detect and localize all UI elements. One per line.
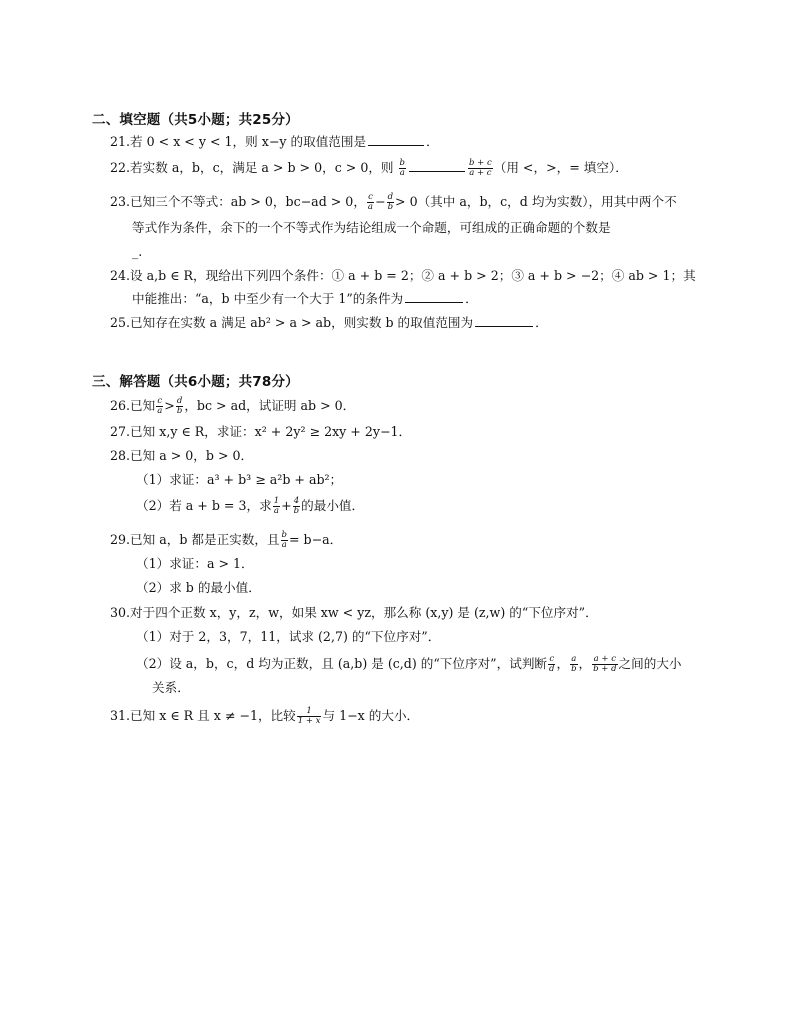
question-29-part2: （2）求 b 的最小值． (136, 580, 261, 595)
fraction-b-over-a: $\frac{b}{a}$ (281, 530, 287, 550)
fraction-b-plus-c-over-a-plus-c: $\frac{b + c}{a + c}$ (469, 158, 492, 178)
question-31: 31.已知 x ∈ R 且 x ≠ −1，比较 $\frac{1}{1 + x}$ 与 1−x 的大小． (110, 706, 420, 726)
question-number: 29. (110, 532, 131, 547)
question-23-blank[interactable]: _. (132, 244, 143, 259)
question-number: 25. (110, 315, 131, 330)
question-24: 24.设 a,b ∈ R，现给出下列四个条件：① a + b = 2；② a + b > 2；③ a + b > −2；④ ab > 1；其 (110, 268, 696, 283)
question-24-line2: 中能推出：“a，b 中至少有一个大于 1”的条件为 ． (132, 291, 478, 306)
question-23-line2: 等式作为条件，余下的一个不等式作为结论组成一个命题，可组成的正确命题的个数是 (132, 220, 611, 235)
question-text: 若 0 < x < y < 1，则 x−y 的取值范围是 (130, 134, 367, 149)
fraction-c-over-d: $\frac{c}{d}$ (549, 654, 555, 674)
question-number: 21. (110, 134, 131, 149)
question-number: 28. (110, 448, 131, 463)
fraction-1-over-a: $\frac{1}{a}$ (273, 496, 280, 516)
question-number: 30. (110, 605, 131, 620)
question-23: 23.已知三个不等式：ab > 0，bc−ad > 0， $\frac{c}{a}$ − $\frac{d}{b}$ > 0（其中 a，b，c，d 均为实数），用其中两个不 (110, 192, 677, 212)
fraction-b-over-a: $\frac{b}{a}$ (399, 158, 405, 178)
question-28-part2: （2）若 a + b = 3，求 $\frac{1}{a}$ + $\frac{4}{b}$ 的最小值． (136, 496, 365, 516)
question-29-part1: （1）求证：a > 1． (136, 556, 254, 571)
answer-blank[interactable] (475, 314, 533, 327)
question-number: 24. (110, 268, 131, 283)
question-27: 27.已知 x,y ∈ R，求证：x² + 2y² ≥ 2xy + 2y−1． (110, 424, 412, 439)
answer-blank[interactable] (405, 290, 463, 303)
question-26: 26.已知 $\frac{c}{a}$ > $\frac{d}{b}$ ，bc > ad，试证明 ab > 0． (110, 396, 356, 416)
answer-blank[interactable] (368, 133, 424, 146)
question-22: 22.若实数 a，b，c，满足 a > b > 0，c > 0，则 $\frac{b}{a}$ $\frac{b + c}{a + c}$ （用 <，>，= 填空）． (110, 158, 628, 178)
fraction-d-over-b: $\frac{d}{b}$ (176, 396, 183, 416)
fraction-a-plus-c-over-b-plus-d: $\frac{a + c}{b + d}$ (593, 654, 617, 674)
question-number: 23. (110, 194, 131, 209)
question-30: 30.对于四个正数 x，y，z，w，如果 xw < yz，那么称 (x,y) 是 (z,w) 的“下位序对”． (110, 605, 598, 620)
question-28-part1: （1）求证：a³ + b³ ≥ a²b + ab²； (136, 472, 343, 487)
question-30-part2-cont: 关系． (152, 680, 190, 695)
question-number: 31. (110, 708, 131, 723)
fraction-d-over-b: $\frac{d}{b}$ (387, 192, 394, 212)
question-number: 26. (110, 398, 131, 413)
fraction-c-over-a: $\frac{c}{a}$ (367, 192, 373, 212)
question-30-part2: （2）设 a，b，c，d 均为正数，且 (a,b) 是 (c,d) 的“下位序对”，试判断 $\frac{c}{d}$ ， $\frac{a}{b}$ ， $\frac{a + c}{b + d}$ 之间的大小 (136, 654, 682, 674)
question-30-part1: （1）对于 2，3，7，11，试求 (2,7) 的“下位序对”． (136, 629, 441, 644)
question-25: 25.已知存在实数 a 满足 ab² > a > ab，则实数 b 的取值范围为 ． (110, 315, 548, 330)
fraction-1-over-1-plus-x: $\frac{1}{1 + x}$ (297, 706, 321, 726)
fraction-c-over-a: $\frac{c}{a}$ (157, 396, 163, 416)
fraction-4-over-b: $\frac{4}{b}$ (293, 496, 300, 516)
answer-blank[interactable] (409, 159, 465, 172)
section-title-fill-blank: 二、填空题（共5小题；共25分） (92, 112, 299, 128)
question-number: 27. (110, 424, 131, 439)
question-21: 21.若 0 < x < y < 1，则 x−y 的取值范围是 ． (110, 134, 439, 149)
question-29: 29.已知 a，b 都是正实数，且 $\frac{b}{a}$ = b−a． (110, 530, 343, 550)
question-number: 22. (110, 160, 131, 175)
fraction-a-over-b: $\frac{a}{b}$ (571, 654, 577, 674)
question-28: 28.已知 a > 0，b > 0． (110, 448, 254, 463)
section-title-answer: 三、解答题（共6小题；共78分） (92, 374, 299, 390)
question-text: 若实数 a，b，c，满足 a > b > 0，c > 0，则 (130, 160, 394, 175)
